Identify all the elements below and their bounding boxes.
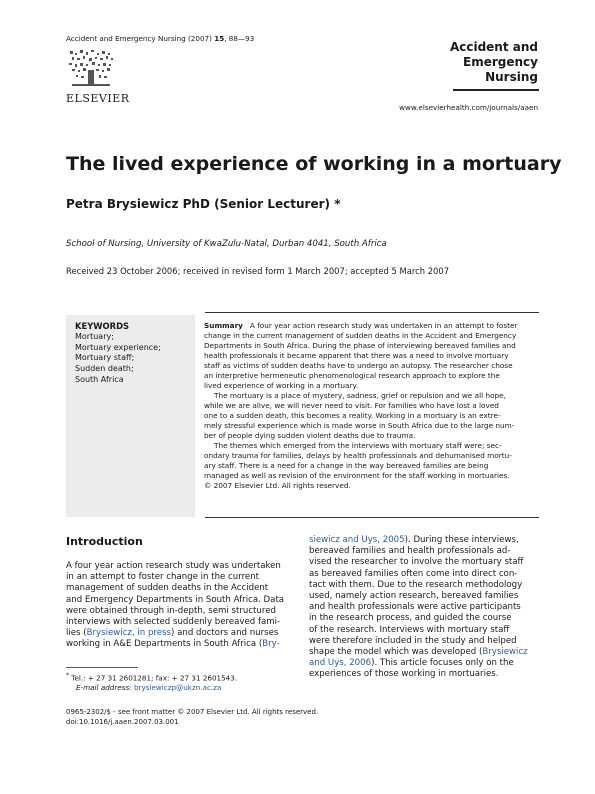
intro-right-column	[309, 535, 539, 681]
keywords-heading: KEYWORDS	[75, 321, 130, 331]
body-line: management of sudden deaths in the Accident	[66, 583, 269, 594]
author-line	[66, 197, 340, 212]
body-line: of the research. Interviews with mortuary staff	[309, 624, 510, 635]
received-dates: Received 23 October 2006; received in revised form 1 March 2007; accepted 5 March 2007	[66, 266, 450, 276]
intro-left-column	[66, 561, 296, 651]
summary-line: The mortuary is a place of mystery, sadness, grief or repulsion and we all hope,	[214, 391, 506, 400]
citation-link[interactable]: and Uys, 2006	[309, 658, 372, 669]
body-line: vised the researcher to involve the mortuary staff	[309, 557, 524, 568]
footnote-mark: *	[66, 672, 69, 679]
body-line: working in A&E Departments in South Africa (Bry-	[66, 639, 280, 650]
journal-title-line1: Accident and	[449, 40, 538, 54]
journal-url[interactable]: www.elsevierhealth.com/journals/aaen	[399, 103, 538, 112]
body-line: and Emergency Departments in South Africa. Data	[66, 594, 285, 605]
citation-link[interactable]: Bry-	[262, 639, 280, 650]
body-line: used, namely action research, bereaved families	[309, 591, 519, 602]
summary-bottom-rule	[205, 517, 539, 518]
footnote-rule	[66, 667, 138, 668]
summary-top-rule	[205, 312, 539, 313]
body-line: shape the model which was developed (Brysiewicz	[309, 647, 528, 658]
summary-line: The themes which emerged from the interviews with mortuary staff were; sec-	[214, 441, 502, 450]
summary-line: one to a sudden death, this becomes a reality. Working in a mortuary is an extre-	[204, 411, 501, 420]
section-heading-introduction: Introduction	[66, 535, 143, 548]
citation-link[interactable]: Brysiewicz	[482, 647, 528, 658]
citation-link[interactable]: Brysiewicz, in press	[86, 628, 172, 639]
publisher-wordmark: ELSEVIER	[66, 92, 130, 105]
copyright-line: © 2007 Elsevier Ltd. All rights reserved.	[204, 481, 351, 490]
body-line: in an attempt to foster change in the current	[66, 572, 260, 583]
affiliation: School of Nursing, University of KwaZulu-Natal, Durban 4041, South Africa	[66, 239, 387, 249]
body-line: were therefore included in the study and helped	[309, 635, 517, 646]
doi-line[interactable]: doi:10.1016/j.aaen.2007.03.001	[66, 718, 179, 726]
body-line: siewicz and Uys, 2005). During these interviews,	[309, 535, 519, 545]
keyword-item: Mortuary experience;	[75, 342, 161, 352]
summary-line: staff as victims of sudden deaths have to undergo an autopsy. The researcher chose	[204, 361, 513, 370]
journal-title-underline	[453, 89, 539, 91]
front-matter-line: 0965-2302/$ - see front matter © 2007 Elsevier Ltd. All rights reserved.	[66, 708, 319, 716]
keyword-item: Sudden death;	[75, 364, 134, 374]
footnote	[66, 671, 237, 693]
author-name: Petra Brysiewicz PhD (Senior Lecturer)	[66, 197, 330, 211]
keyword-item: Mortuary staff;	[75, 353, 135, 363]
keywords-box	[66, 315, 195, 517]
body-line: interviews with selected suddenly bereaved fami-	[66, 617, 281, 628]
journal-title-line3: Nursing	[485, 70, 538, 84]
footnote-phone-fax: Tel.: + 27 31 2601281; fax: + 27 31 2601543.	[71, 673, 238, 683]
body-line: in the research process, and guided the course	[309, 613, 512, 624]
body-line: lies (Brysiewicz, in press) and doctors and nurses	[66, 628, 279, 639]
summary-line: an interpretive hermeneutic phenomenological research approach to explore the	[204, 371, 500, 380]
body-line: and health professionals were active participants	[309, 602, 521, 613]
body-line: A four year action research study was undertaken	[66, 561, 281, 571]
summary-line: ondary trauma for families, delays by health professionals and dehumanised mortu-	[204, 451, 512, 460]
body-line: experiences of those working in mortuaries.	[309, 669, 499, 680]
keyword-item: Mortuary;	[75, 331, 114, 341]
summary-line: managed as well as revision of the environment for the staff working in mortuaries.	[204, 471, 510, 480]
author-email-link[interactable]: brysiewiczp@ukzn.ac.za	[133, 683, 222, 693]
body-line: bereaved families and health professionals ad-	[309, 546, 511, 557]
elsevier-logo	[66, 48, 130, 104]
page-footer	[66, 707, 318, 727]
summary-line: while we are alive, we will never need to visit. For families who have lost a loved	[204, 401, 499, 410]
elsevier-tree-icon	[66, 48, 116, 88]
summary-line: A four year action research study was undertaken in an attempt to foster	[249, 321, 518, 330]
journal-title	[450, 40, 538, 85]
summary-line: change in the current management of sudden deaths in the Accident and Emergency	[204, 331, 517, 340]
summary-line: mely stressful experience which is made worse in South Africa due to the large num-	[204, 421, 515, 430]
body-line: tact with them. Due to the research methodology	[309, 579, 523, 590]
journal-title-line2: Emergency	[463, 55, 538, 69]
summary-abstract	[204, 321, 539, 491]
summary-line: lived experience of working in a mortuary.	[204, 381, 359, 390]
footnote-email-label: E-mail address:	[76, 683, 132, 693]
keyword-item: South Africa	[75, 374, 124, 384]
summary-line: health professionals it became apparent that there was a need to involve mortuary	[204, 351, 509, 360]
journal-citation: Accident and Emergency Nursing (2007) 15, 88—93	[66, 34, 255, 43]
summary-line: ary staff. There is a need for a change in the way bereaved families are being	[204, 461, 489, 470]
citation-link[interactable]: siewicz and Uys, 2005	[309, 535, 405, 545]
body-line: as bereaved families often come into direct con-	[309, 568, 518, 579]
author-footnote-mark[interactable]: *	[334, 197, 341, 211]
article-title: The lived experience of working in a mortuary	[66, 153, 562, 175]
summary-label: Summary	[204, 321, 243, 330]
summary-line: Departments in South Africa. During the phase of interviewing bereaved families and	[204, 341, 516, 350]
body-line: and Uys, 2006). This article focuses only on the	[309, 658, 514, 669]
summary-line: ber of people dying sudden violent deaths due to trauma.	[204, 431, 416, 440]
body-line: were obtained through in-depth, semi structured	[66, 605, 276, 616]
